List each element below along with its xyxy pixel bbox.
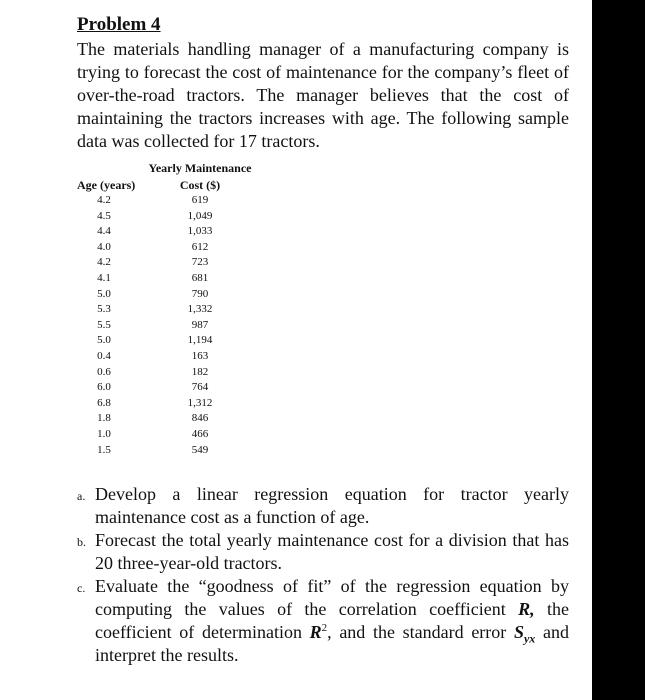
table-row	[77, 334, 257, 349]
question-c-part3: , and the standard error	[327, 622, 514, 642]
question-c-part4: and interpret the results.	[95, 622, 569, 665]
cost-cell: 163	[191, 350, 209, 362]
question-c-part1: Evaluate the “goodness of fit” of the regression equation by computing the values of the correlation coefficient	[95, 576, 569, 619]
table-row	[77, 194, 257, 209]
age-cell: 1.5	[97, 443, 111, 456]
header-cost: Cost ($)	[179, 178, 221, 192]
cost-cell: 764	[191, 381, 209, 394]
problem-title: Problem 4	[77, 14, 161, 35]
cost-cell: 846	[191, 412, 209, 425]
table-row	[77, 444, 257, 459]
cost-cell: 1,049	[187, 209, 213, 222]
cost-cell: 723	[191, 256, 209, 269]
cost-cell: 1,332	[187, 303, 213, 316]
table-row	[77, 210, 257, 225]
table-row	[77, 412, 257, 427]
age-cell: 0.6	[97, 365, 111, 378]
age-cell: 4.4	[97, 225, 111, 238]
age-cell: 5.0	[97, 287, 111, 300]
header-yearly-maintenance: Yearly Maintenance	[148, 161, 252, 175]
cost-cell: 619	[191, 194, 209, 206]
table-row	[77, 350, 257, 365]
table-row	[77, 272, 257, 287]
question-c	[77, 575, 569, 667]
age-cell: 4.5	[97, 209, 111, 222]
question-b-letter: b.	[77, 535, 86, 549]
question-b	[77, 529, 569, 575]
age-cell: 4.1	[97, 272, 111, 284]
question-c-letter: c.	[77, 581, 86, 595]
table-row	[77, 256, 257, 271]
cost-cell: 790	[191, 287, 209, 300]
age-cell: 6.0	[97, 381, 111, 394]
symbol-s: S	[513, 622, 524, 642]
superscript-2: 2	[321, 622, 328, 634]
question-a	[77, 483, 569, 529]
age-cell: 5.0	[97, 334, 111, 347]
question-list	[77, 483, 569, 667]
subscript-yx: yx	[523, 631, 536, 646]
age-cell: 1.8	[97, 412, 111, 425]
cost-cell: 1,033	[187, 225, 213, 238]
table-row	[77, 381, 257, 396]
cost-cell: 1,312	[187, 396, 213, 409]
question-b-text: Forecast the total yearly maintenance cost for a division that has 20 three-year-old tractors.	[95, 530, 569, 573]
symbol-r-squared: R	[309, 622, 322, 642]
age-cell: 1.0	[97, 428, 111, 440]
age-cell: 5.5	[97, 318, 111, 331]
table-row	[77, 397, 257, 412]
age-cell: 4.2	[97, 256, 111, 269]
table-row	[77, 319, 257, 334]
table-row	[77, 303, 257, 318]
cost-cell: 1,194	[187, 334, 213, 347]
age-cell: 4.2	[97, 194, 111, 206]
question-c-text	[95, 575, 569, 667]
cost-cell: 182	[191, 365, 209, 378]
question-c-part2: the coefficient of determination	[95, 599, 569, 642]
table-row	[77, 225, 257, 240]
cost-cell: 549	[191, 443, 209, 456]
question-a-letter: a.	[77, 489, 86, 503]
table-row	[77, 428, 257, 443]
cost-cell: 681	[191, 272, 209, 284]
problem-intro: The materials handling manager of a manufacturing company is trying to forecast the cost of maintenance for the company’s fleet of over-the-road tractors. The manager believes that the cost of maintaining the tractors increases with age. The following sample data was collected for 17 tractors.	[77, 39, 569, 151]
age-cell: 4.0	[97, 240, 111, 253]
age-cell: 0.4	[97, 350, 111, 362]
table-row	[77, 288, 257, 303]
age-cell: 5.3	[97, 303, 111, 316]
symbol-r: R,	[518, 599, 535, 619]
table-row	[77, 366, 257, 381]
age-cell: 6.8	[97, 396, 111, 409]
cost-cell: 612	[191, 240, 209, 253]
header-age: Age (years)	[77, 178, 136, 192]
question-a-text: Develop a linear regression equation for tractor yearly maintenance cost as a function of age.	[95, 484, 569, 527]
table-row	[77, 241, 257, 256]
cost-cell: 987	[191, 318, 209, 331]
cost-cell: 466	[191, 428, 209, 440]
